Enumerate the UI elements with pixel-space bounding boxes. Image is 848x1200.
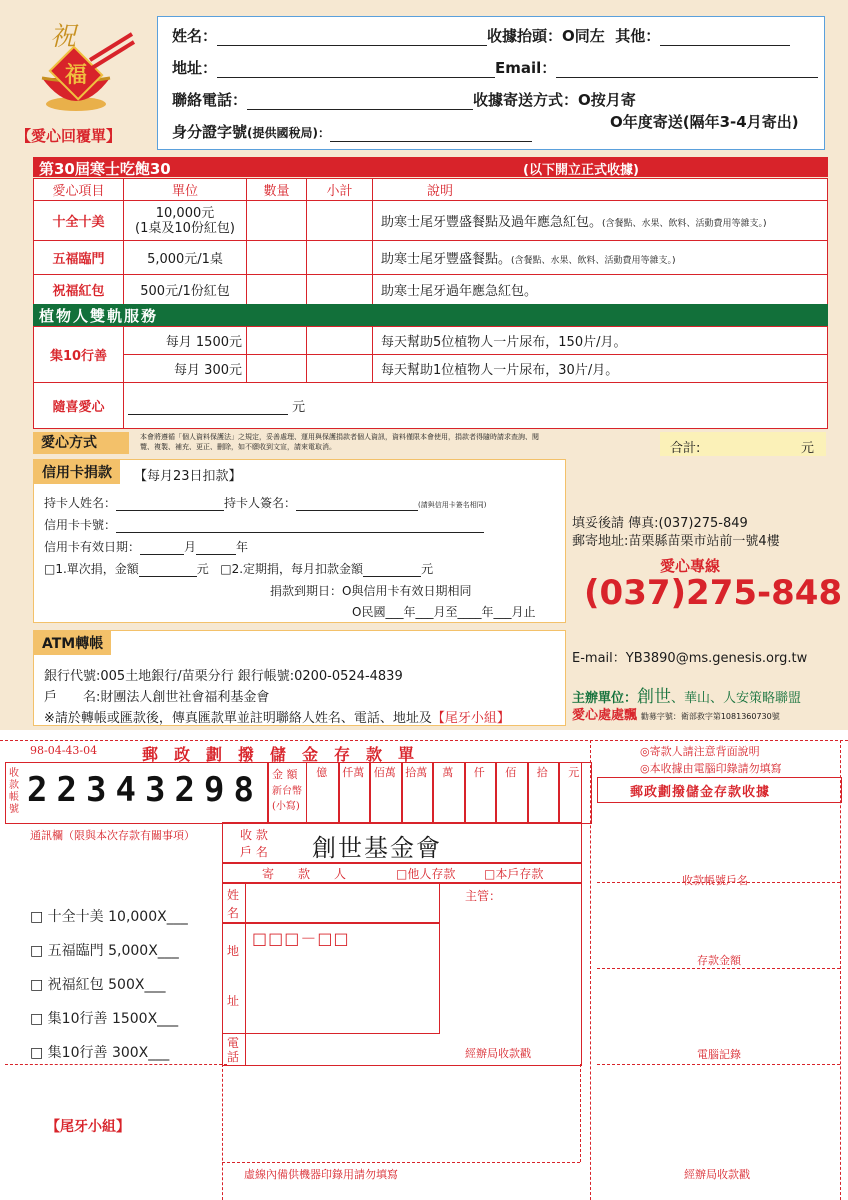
single-unit: 元 — [196, 562, 209, 576]
account-digit: 3 — [145, 770, 166, 810]
contact-address: 郵寄地址:苗栗縣苗栗市站前一號4樓 — [572, 534, 780, 549]
receipt-title-label: 收據抬頭： — [487, 27, 563, 45]
donation-checkbox[interactable]: □ 十全十美 10,000X___ — [30, 909, 188, 925]
donation-table — [33, 178, 828, 305]
privacy-note: 本會將遵循「個人資料保護法」之規定，妥善處理、運用與保護捐款者個人資訊，資料僅限本會使用，捐款者得隨時請求查詢、閱覽、複製、補充、更正、刪除，如不願收到文宣，請來電取消。 — [140, 433, 539, 451]
receipt-other-field[interactable] — [660, 29, 790, 46]
free-amount-field[interactable] — [128, 400, 288, 415]
id-field[interactable] — [330, 125, 532, 142]
col-qty: 數量 — [247, 179, 307, 201]
receipt-same-option[interactable]: O同左 — [562, 27, 605, 45]
amount-unit-label: 元 — [568, 766, 580, 779]
payee-label2: 戶 名 — [240, 845, 268, 859]
item-name: 十全十美 — [34, 201, 124, 241]
recurring-unit: 元 — [421, 562, 434, 576]
postal-title: 郵 政 劃 撥 儲 金 存 款 單 — [142, 745, 415, 764]
item-name: 五福臨門 — [34, 241, 124, 275]
card-label: 信用卡卡號： — [44, 518, 117, 532]
total-unit: 元 — [800, 441, 814, 456]
amount-unit-label: 萬 — [442, 766, 454, 779]
roc-line[interactable]: O民國___年___月至____年___月止 — [352, 605, 536, 619]
free-unit: 元 — [292, 400, 306, 415]
receipt-amount-label: 存款金額 — [697, 954, 741, 967]
item-unit-note: (1桌及10份紅包) — [135, 220, 235, 236]
id-label: 身分證字號 — [172, 123, 248, 141]
expiry-label: 信用卡有效日期： — [44, 540, 141, 554]
form-subtitle: 【愛心回覆單】 — [16, 127, 122, 145]
table-row — [34, 355, 828, 383]
field-name2: 名 — [227, 906, 240, 920]
field-tel2: 話 — [227, 1050, 240, 1064]
account-digit: 8 — [233, 770, 254, 810]
receipt-title: 郵政劃撥儲金存款收據 — [630, 785, 771, 800]
logo-top-char: 祝 — [50, 22, 77, 52]
card-field[interactable] — [116, 519, 484, 533]
donation-checkbox[interactable]: □ 五福臨門 5,000X___ — [30, 943, 179, 959]
receipt-payee-label: 收款帳號戶名 — [682, 874, 748, 887]
atm-box — [33, 630, 566, 726]
donation-checkbox[interactable]: □ 集10行善 1500X___ — [30, 1011, 179, 1027]
item-unit: 每月 1500元 — [124, 327, 247, 355]
sender-label: 寄 款 人 — [262, 867, 347, 881]
email-field[interactable] — [556, 61, 818, 78]
period-line[interactable]: 捐款到期日：O與信用卡有效日期相同 — [270, 584, 472, 598]
hotline-number: (037)275-848 — [584, 573, 843, 613]
account-digit: 9 — [204, 770, 225, 810]
amount-unit-label: 億 — [316, 766, 328, 779]
account-digit: 2 — [56, 770, 77, 810]
atm-note: ※請於轉帳或匯款後，傳真匯款單並註明聯絡人姓名、電話、地址及 — [44, 711, 432, 726]
qty-cell[interactable] — [247, 355, 307, 383]
other-deposit-option[interactable]: □他人存款 — [396, 867, 456, 881]
holder-field[interactable] — [116, 497, 224, 511]
bureau-stamp-label: 經辦局收款戳 — [465, 1047, 531, 1060]
item-desc: 助寒士尾牙豐盛餐點。 — [381, 252, 512, 267]
org-label: 主辦單位： — [572, 691, 638, 706]
payee-name: 創世基金會 — [312, 834, 442, 862]
subtotal-cell[interactable] — [307, 275, 373, 305]
section2-band — [33, 304, 828, 326]
section2-title: 植物人雙軌服務 — [39, 307, 159, 325]
zip-boxes[interactable]: □□□－□□ — [252, 929, 350, 948]
receipt-other-option[interactable]: 其他： — [615, 27, 661, 45]
amount-unit-label: 拾萬 — [405, 766, 428, 779]
amount-label: 金 額 — [272, 768, 298, 781]
amount-unit-label: 仟萬 — [342, 766, 365, 779]
field-tel1: 電 — [227, 1036, 240, 1050]
amount-sub2: (小寫) — [272, 801, 300, 812]
qty-cell[interactable] — [247, 327, 307, 355]
field-name1: 姓 — [227, 888, 240, 902]
item-name: 集10行善 — [34, 327, 124, 383]
col-item: 愛心項目 — [34, 179, 124, 201]
method-label: 愛心方式 — [33, 432, 129, 454]
name-field[interactable] — [217, 29, 487, 46]
qty-cell[interactable] — [247, 241, 307, 275]
subtotal-cell[interactable] — [307, 201, 373, 241]
donation-checkbox[interactable]: □ 祝福紅包 500X___ — [30, 977, 166, 993]
amount-unit-label: 佰 — [505, 766, 517, 779]
qty-cell[interactable] — [247, 275, 307, 305]
table-row — [34, 201, 828, 241]
receipt-computer-label: 電腦記錄 — [697, 1048, 741, 1061]
col-subtotal: 小計 — [307, 179, 373, 201]
section1-title: 第30屆寒士吃飽30 — [39, 160, 171, 178]
credit-sub: 【每月23日扣款】 — [134, 469, 242, 484]
item-desc: 每天幫助1位植物人一片尿布，30片/月。 — [373, 355, 828, 383]
postal-note1: ◎寄款人請注意背面說明 — [640, 745, 760, 758]
supervisor-label: 主管： — [465, 889, 502, 903]
credit-card-box — [33, 459, 566, 623]
credit-tab: 信用卡捐款 — [34, 460, 120, 484]
logo — [28, 12, 138, 122]
field-addr1: 地 — [227, 944, 240, 958]
machine-area-note: 虛線內備供機器印錄用請勿填寫 — [244, 1168, 398, 1181]
atm-account-name: 戶 名:財團法人創世社會福利基金會 — [44, 690, 270, 705]
address-field[interactable] — [217, 61, 495, 78]
recurring-amount-field[interactable] — [363, 563, 421, 577]
item-unit: 10,000元 — [155, 205, 215, 221]
postal-note2: ◎本收據由電腦印錄請勿填寫 — [640, 762, 782, 775]
section1-band — [33, 157, 828, 177]
single-amount-field[interactable] — [139, 563, 197, 577]
phone-field[interactable] — [247, 93, 473, 110]
single-option[interactable]: □1.單次捐，金額 — [44, 562, 139, 576]
self-deposit-option[interactable]: □本戶存款 — [484, 867, 544, 881]
subtotal-cell[interactable] — [307, 241, 373, 275]
col-unit: 單位 — [124, 179, 247, 201]
field-addr2: 址 — [227, 994, 240, 1008]
atm-tab: ATM轉帳 — [34, 631, 111, 655]
logo-mid-char: 福 — [65, 62, 88, 88]
account-digit: 4 — [115, 770, 136, 810]
contact-fax: 填妥後請 傳真:(037)275-849 — [572, 516, 748, 531]
donation-checkbox[interactable]: □ 集10行善 300X___ — [30, 1045, 170, 1061]
table-row — [34, 275, 828, 305]
total-label: 合計: — [670, 441, 701, 456]
section1-note: (以下開立正式收據) — [523, 163, 639, 178]
item-desc: 助寒士尾牙豐盛餐點及過年應急紅包。 — [381, 215, 603, 230]
org-main: 創世 — [637, 687, 672, 707]
holder-label: 持卡人姓名： — [44, 496, 117, 510]
id-note: (提供國稅局)： — [247, 126, 330, 140]
vegetative-table — [33, 326, 828, 429]
total-box — [660, 432, 826, 456]
hotline-label: 愛心專線 — [660, 557, 721, 575]
amount-sub: 新台幣 — [272, 786, 302, 797]
item-desc-note: (含餐點、水果、飲料、活動費用等雜支。) — [511, 256, 676, 266]
item-unit: 每月 300元 — [124, 355, 247, 383]
qty-cell[interactable] — [247, 201, 307, 241]
item-unit: 5,000元/1桌 — [124, 241, 247, 275]
subtotal-cell[interactable] — [307, 327, 373, 355]
subtotal-cell[interactable] — [307, 355, 373, 383]
receipt-stamp-label: 經辦局收款戳 — [684, 1168, 750, 1181]
team-label: 【尾牙小組】 — [46, 1119, 130, 1135]
org-rest: 、華山、人安策略聯盟 — [671, 691, 802, 706]
amount-unit-label: 仟 — [473, 766, 485, 779]
account-digit: 2 — [174, 770, 195, 810]
payee-label1: 收 款 — [240, 828, 268, 842]
email-label: Email： — [495, 59, 557, 77]
table-row — [34, 241, 828, 275]
send-method-label: 收據寄送方式： — [473, 91, 579, 109]
table-row — [34, 383, 828, 429]
month-label: 月 — [184, 540, 197, 554]
permit-no: 勸募字號：衛部救字第1081360730號 — [640, 712, 780, 721]
contact-email: E-mail：YB3890@ms.genesis.org.tw — [572, 651, 808, 666]
recurring-option[interactable]: □2.定期捐，每月扣款金額 — [220, 562, 364, 576]
office-name: 愛心處處飄 — [572, 708, 638, 723]
atm-note-tag: 【尾牙小組】 — [431, 711, 510, 726]
memo-label: 通訊欄（限與本次存款有關事項） — [30, 829, 195, 842]
expiry-month-field[interactable] — [140, 541, 184, 555]
send-monthly-option[interactable]: O按月寄 — [578, 91, 636, 109]
name-label: 姓名： — [172, 27, 218, 45]
account-digit: 2 — [27, 770, 48, 810]
item-desc-note: (含餐點、水果、飲料、活動費用等雜支。) — [602, 219, 767, 229]
donor-info-box — [157, 16, 825, 150]
send-yearly-option[interactable]: O年度寄送(隔年3-4月寄出) — [610, 113, 799, 131]
sign-label: 持卡人簽名： — [224, 496, 297, 510]
phone-label: 聯絡電話： — [172, 91, 248, 109]
item-unit: 500元/1份紅包 — [124, 275, 247, 305]
year-label: 年 — [236, 540, 249, 554]
table-row — [34, 327, 828, 355]
col-desc: 說明 — [373, 179, 828, 201]
sign-note: (請與信用卡簽名相同) — [418, 501, 487, 509]
account-digit: 3 — [86, 770, 107, 810]
item-desc: 每天幫助5位植物人一片尿布，150片/月。 — [373, 327, 828, 355]
item-name: 隨喜愛心 — [34, 383, 124, 429]
sign-field[interactable] — [296, 497, 418, 511]
expiry-year-field[interactable] — [196, 541, 236, 555]
atm-bank: 銀行代號:005土地銀行/苗栗分行 銀行帳號:0200-0524-4839 — [44, 669, 403, 684]
acct-side-label: 收款帳號 — [9, 768, 19, 815]
item-desc: 助寒士尾牙過年應急紅包。 — [373, 275, 828, 305]
address-label: 地址： — [172, 59, 218, 77]
amount-unit-label: 拾 — [536, 766, 548, 779]
item-name: 祝福紅包 — [34, 275, 124, 305]
postal-slip — [0, 730, 848, 1200]
postal-code: 98-04-43-04 — [30, 744, 98, 757]
amount-unit-label: 佰萬 — [373, 766, 396, 779]
